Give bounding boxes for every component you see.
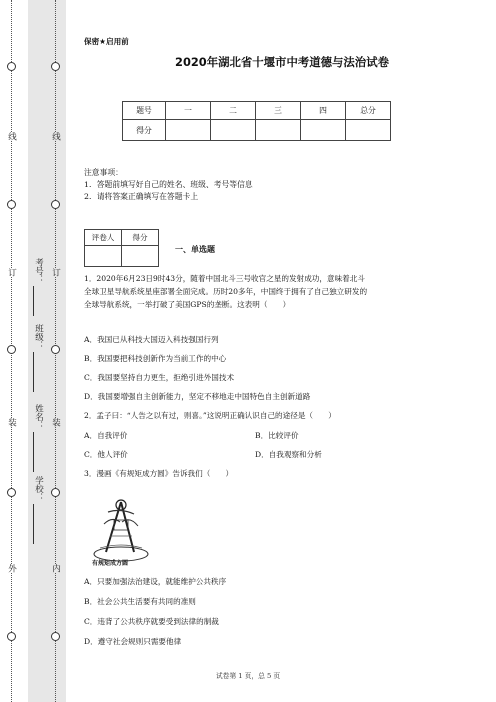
- name-field-line[interactable]: [33, 432, 34, 472]
- q1-option-a: A．我国已从科技大国迈入科技强国行列: [84, 335, 219, 344]
- footer-page-number: 1: [238, 672, 243, 680]
- score-header-cell: 题号: [123, 102, 166, 120]
- page-title: 2020年湖北省十堰市中考道德与法治试卷: [175, 55, 389, 69]
- inner-fold-label: 订: [50, 268, 61, 277]
- score-cell[interactable]: [256, 120, 301, 141]
- grader-value-row: [85, 246, 159, 267]
- binding-circle: [7, 345, 16, 354]
- score-header-cell: 二: [211, 102, 256, 120]
- outer-fold-label: 订: [6, 268, 17, 277]
- binding-circle: [51, 488, 60, 497]
- q3-option-a: A．只要加强法治建设，就能维护公共秩序: [84, 577, 227, 586]
- q3-option-d: D．遵守社会规则只需要他律: [84, 637, 182, 646]
- q2-option-d: D．自我观察和分析: [255, 450, 322, 459]
- score-header-cell: 总分: [346, 102, 391, 120]
- footer-total-pages: 5: [266, 672, 272, 680]
- q2-option-c: C．他人评价: [84, 450, 128, 459]
- binding-circle: [7, 62, 16, 71]
- binding-circle: [51, 345, 60, 354]
- score-table-score-row: [123, 120, 391, 141]
- inner-bind-label: 装: [50, 418, 61, 427]
- footer-middle: 页，总: [244, 672, 265, 680]
- binding-circle: [51, 632, 60, 641]
- score-header-cell: 一: [166, 102, 211, 120]
- notes-item: 2．请将答案正确填写在答题卡上: [84, 192, 199, 201]
- score-header-cell: 四: [301, 102, 346, 120]
- outer-label: 外: [6, 564, 17, 573]
- question-2: 2．孟子曰：“人告之以有过，则喜。”这说明正确认识自己的途径是（ ）: [84, 411, 336, 420]
- school-field-label: 学校：: [33, 476, 44, 502]
- question-line: 全球卫星导航系统星座部署全面完成。历时20多年，中国终于拥有了自己独立研发的: [84, 287, 368, 296]
- grader-header-row: [85, 230, 159, 246]
- score-row-label: 得分: [123, 120, 166, 141]
- notes-block: [84, 167, 253, 203]
- question-3: 3．漫画《有规矩成方圆》告诉我们（ ）: [84, 469, 234, 478]
- score-table-header-row: [123, 102, 391, 120]
- inner-binding-strip: [28, 0, 66, 702]
- q3-option-c: C．违背了公共秩序就要受到法律的制裁: [84, 617, 219, 626]
- exam-number-field-label: 考号：: [33, 258, 44, 284]
- page-footer: [0, 670, 496, 680]
- grader-value-cell[interactable]: [85, 246, 122, 267]
- footer-suffix: 页: [273, 672, 281, 680]
- q2-option-a: A．自我评价: [84, 431, 128, 440]
- score-table: [122, 101, 391, 141]
- inner-label: 内: [50, 564, 61, 573]
- outer-bind-label: 装: [6, 418, 17, 427]
- score-cell[interactable]: [166, 120, 211, 141]
- q1-option-c: C．我国要坚持自力更生，拒绝引进外国技术: [84, 373, 235, 382]
- footer-prefix: 试卷第: [215, 672, 237, 680]
- binding-circle: [7, 632, 16, 641]
- inner-line-label: 线: [50, 132, 61, 141]
- exam-number-field-line[interactable]: [33, 286, 34, 316]
- q3-option-b: B．社会公共生活要有共同的准则: [84, 597, 196, 606]
- grader-value-cell[interactable]: [122, 246, 159, 267]
- name-field-label: 姓名：: [33, 404, 44, 430]
- outer-line-label: 线: [6, 132, 17, 141]
- grader-header-cell: 评卷人: [85, 230, 122, 246]
- question-line: 1．2020年6月23日9时43分，随着中国北斗三号收官之星的发射成功，意味着北斗: [84, 274, 365, 283]
- q1-option-d: D．我国要增强自主创新能力，坚定不移地走中国特色自主创新道路: [84, 392, 311, 401]
- score-cell[interactable]: [211, 120, 256, 141]
- class-field-label: 班级：: [33, 324, 44, 350]
- question-line: 全球导航系统，一举打破了美国GPS的垄断。这表明（ ）: [84, 300, 291, 309]
- score-cell[interactable]: [301, 120, 346, 141]
- question-1: [84, 272, 444, 311]
- class-field-line[interactable]: [33, 352, 34, 392]
- grader-header-cell: 得分: [122, 230, 159, 246]
- school-field-line[interactable]: [33, 504, 34, 544]
- cartoon-image: [90, 496, 152, 568]
- q2-option-b: B．比较评价: [255, 431, 299, 440]
- section-title: 一、单选题: [175, 245, 215, 254]
- q1-option-b: B．我国要把科技创新作为当前工作的中心: [84, 354, 227, 363]
- binding-circle: [51, 200, 60, 209]
- notes-title: 注意事项：: [84, 168, 123, 177]
- score-header-cell: 三: [256, 102, 301, 120]
- binding-circle: [7, 488, 16, 497]
- score-cell[interactable]: [346, 120, 391, 141]
- notes-item: 1．答题前填写好自己的姓名、班级、考号等信息: [84, 180, 253, 189]
- cartoon-caption: 有规矩成方圆: [92, 560, 129, 567]
- binding-circle: [7, 200, 16, 209]
- secret-label: 保密★启用前: [84, 37, 129, 46]
- grader-table: [84, 229, 159, 267]
- binding-circle: [51, 62, 60, 71]
